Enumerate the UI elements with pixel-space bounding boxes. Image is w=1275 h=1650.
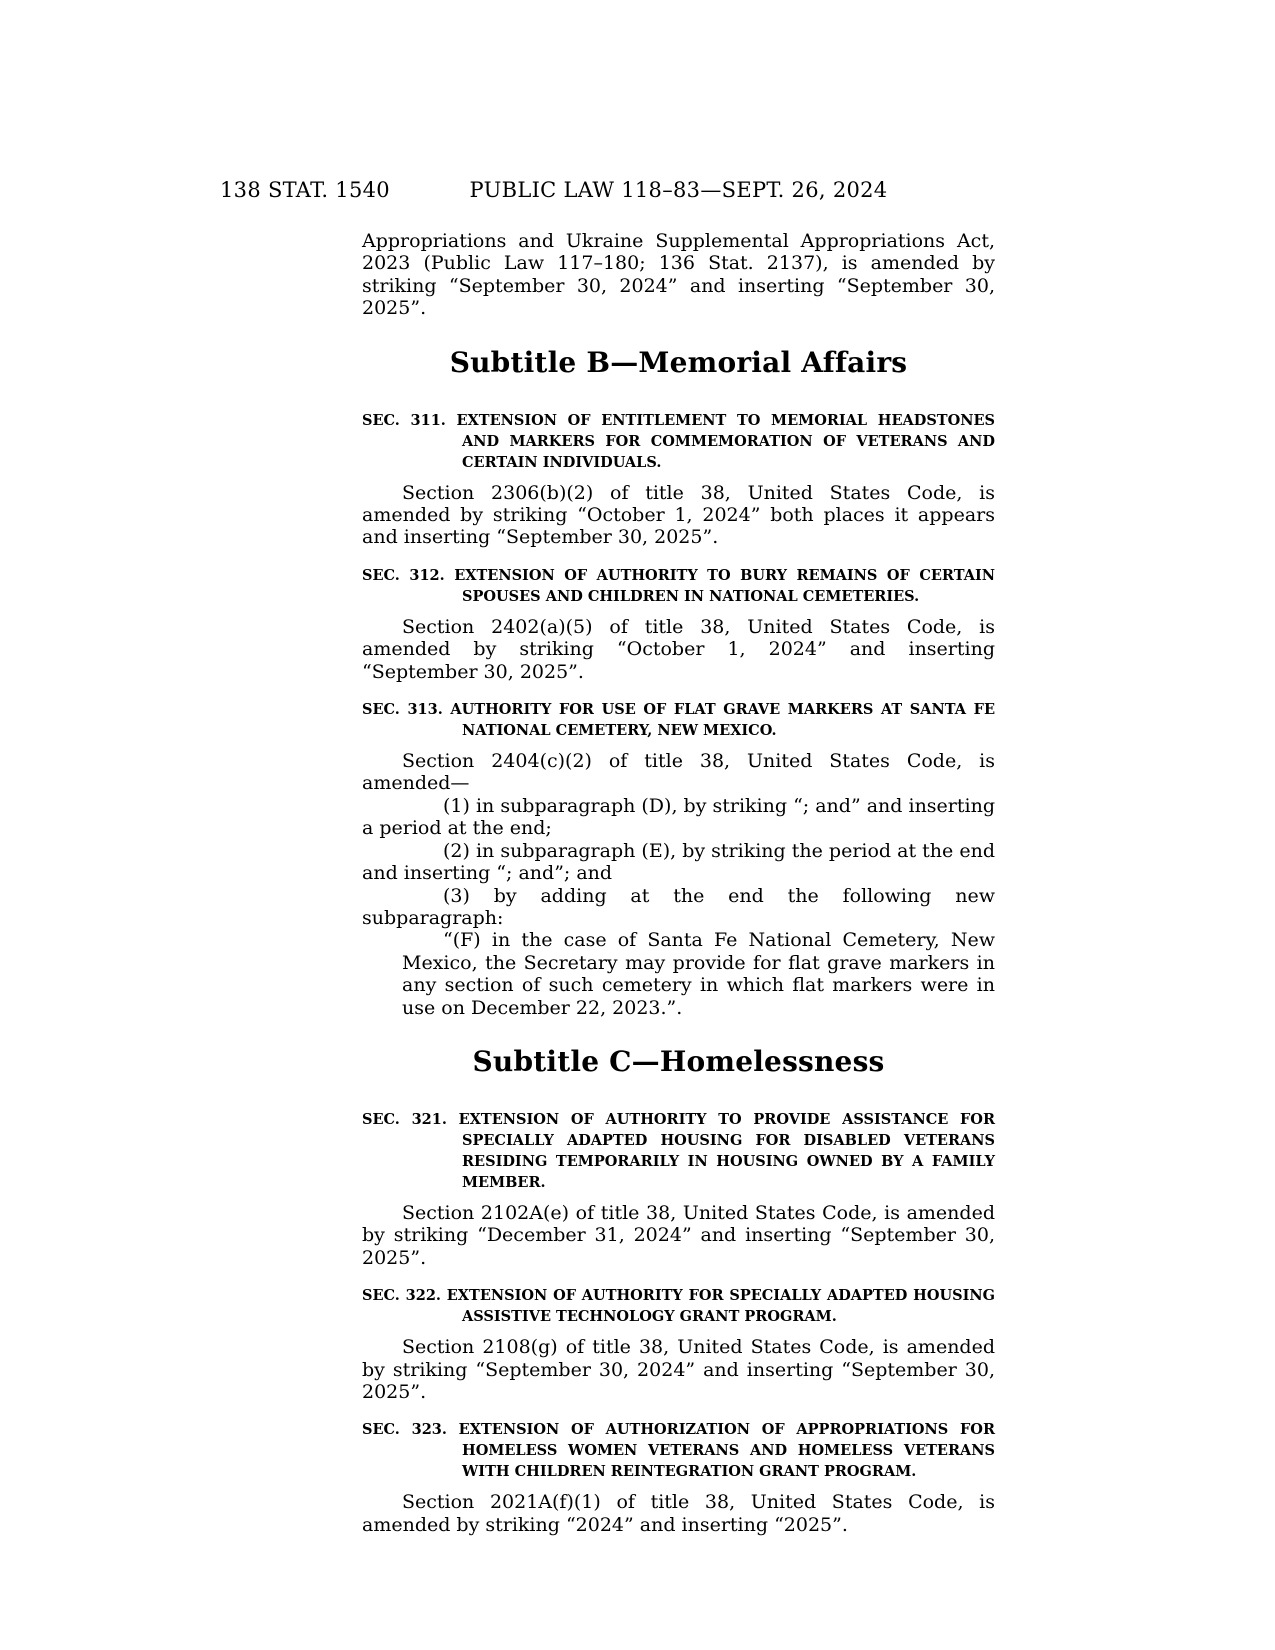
- section-311: [362, 410, 995, 549]
- section-311-text: Section 2306(b)(2) of title 38, United States Code, is amended by striking “October 1, 2024” both places it appears and inserting “September 30, 2025”.: [362, 481, 995, 549]
- section-313-heading: SEC. 313. AUTHORITY FOR USE OF FLAT GRAVE MARKERS AT SANTA FE NATIONAL CEMETERY, NEW MEXICO.: [362, 701, 995, 740]
- section-322-text: Section 2108(g) of title 38, United States Code, is amended by striking “September 30, 2024” and inserting “September 30, 2025”.: [362, 1336, 995, 1403]
- section-313: [362, 699, 995, 1019]
- section-323-text: Section 2021A(f)(1) of title 38, United States Code, is amended by striking “2024” and inserting “2025”.: [362, 1491, 995, 1536]
- stat-page-number: 138 STAT. 1540: [220, 178, 390, 202]
- section-323: [362, 1419, 995, 1536]
- section-321-heading: SEC. 321. EXTENSION OF AUTHORITY TO PROVIDE ASSISTANCE FOR SPECIALLY ADAPTED HOUSING FOR DISABLED VETERANS RESIDING TEMPORARILY IN HOUSING OWNED BY A FAMILY MEMBER.: [362, 1110, 995, 1191]
- section-313-clause-1: (1) in subparagraph (D), by striking “; and” and inserting a period at the end;: [362, 794, 995, 840]
- section-312-heading: SEC. 312. EXTENSION OF AUTHORITY TO BURY REMAINS OF CERTAIN SPOUSES AND CHILDREN IN NATIONAL CEMETERIES.: [362, 566, 995, 605]
- page-body: [362, 230, 995, 1536]
- law-header-title: PUBLIC LAW 118–83—SEPT. 26, 2024: [469, 178, 888, 202]
- subtitle-c-heading: Subtitle C—Homelessness: [472, 1044, 885, 1078]
- section-311-heading: SEC. 311. EXTENSION OF ENTITLEMENT TO MEMORIAL HEADSTONES AND MARKERS FOR COMMEMORATION OF VETERANS AND CERTAIN INDIVIDUALS.: [362, 411, 995, 471]
- section-312-text: Section 2402(a)(5) of title 38, United States Code, is amended by striking “October 1, 2024” and inserting “September 30, 2025”.: [362, 615, 995, 683]
- section-322-heading: SEC. 322. EXTENSION OF AUTHORITY FOR SPECIALLY ADAPTED HOUSING ASSISTIVE TECHNOLOGY GRANT PROGRAM.: [362, 1287, 995, 1326]
- section-321: [362, 1109, 995, 1269]
- section-312: [362, 565, 995, 683]
- section-313-text-intro: Section 2404(c)(2) of title 38, United States Code, is amended—: [362, 750, 995, 795]
- continuation-paragraph: Appropriations and Ukraine Supplemental Appropriations Act, 2023 (Public Law 117–180; 136 Stat. 2137), is amended by striking “September 30, 2024” and inserting “September 30, 2025”.: [362, 230, 995, 320]
- section-321-text: Section 2102A(e) of title 38, United States Code, is amended by striking “December 31, 2024” and inserting “September 30, 2025”.: [362, 1201, 995, 1269]
- section-322: [362, 1285, 995, 1403]
- section-313-clause-2: (2) in subparagraph (E), by striking the period at the end and inserting “; and”; and: [362, 839, 995, 885]
- section-313-clause-3: (3) by adding at the end the following new subparagraph:: [362, 884, 995, 929]
- section-313-quoted-subparagraph-f: “(F) in the case of Santa Fe National Cemetery, New Mexico, the Secretary may provide for flat grave markers in any section of such cemetery in which flat markers were in use on December 22, 2023.”.: [402, 929, 995, 1019]
- subtitle-b-heading: Subtitle B—Memorial Affairs: [449, 345, 908, 379]
- page-header: [220, 178, 995, 208]
- section-323-heading: SEC. 323. EXTENSION OF AUTHORIZATION OF APPROPRIATIONS FOR HOMELESS WOMEN VETERANS AND HOMELESS VETERANS WITH CHILDREN REINTEGRATION GRANT PROGRAM.: [362, 1421, 995, 1481]
